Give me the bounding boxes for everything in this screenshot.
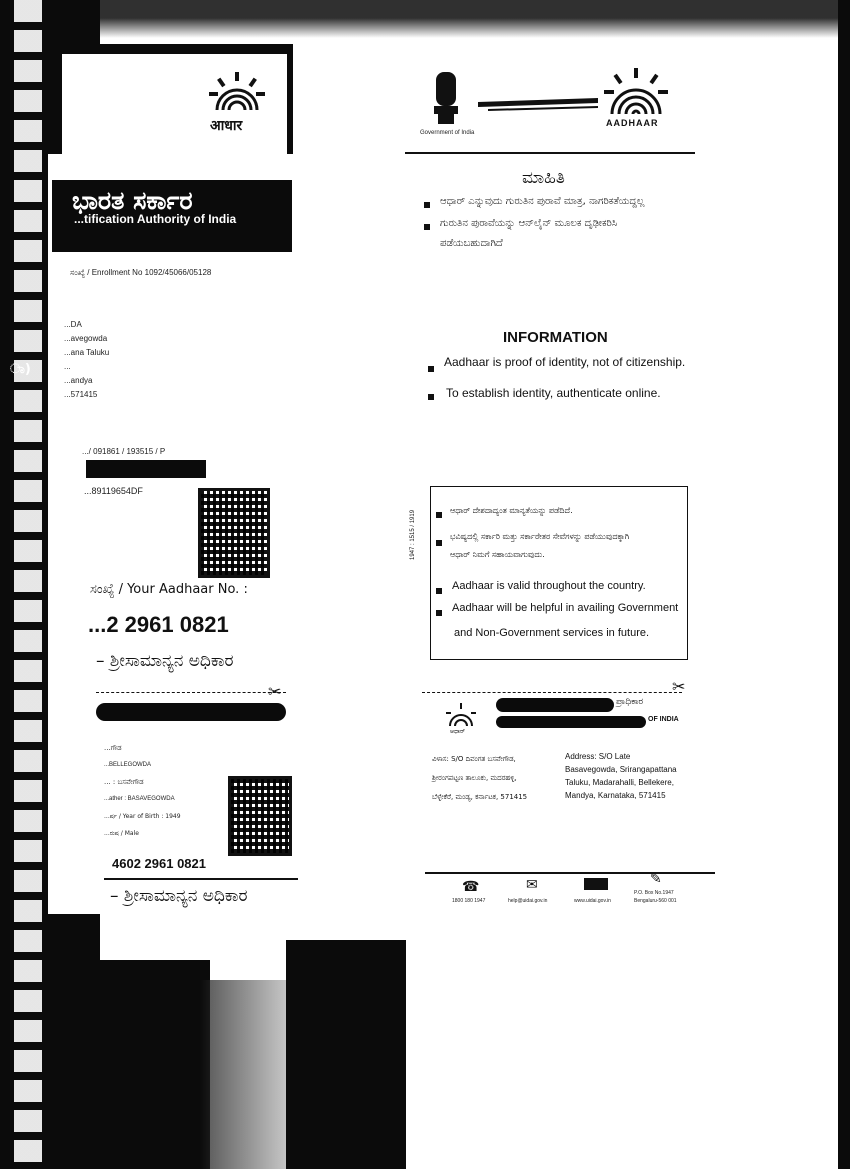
phone-icon: ☎ <box>462 878 480 894</box>
serial-number: 1947 : 1515 / 1919 <box>410 509 416 560</box>
mail-icon: ✉ <box>526 876 538 892</box>
address-kannada-line: ವಿಳಾಸ: S/O ದಿವಂಗತ ಬಸವೇಗೌಡ, <box>432 755 516 763</box>
scan-lower-shadow <box>100 960 210 1169</box>
information-title: INFORMATION <box>503 329 608 346</box>
small-logo-label: ಆಧಾರ್ <box>450 728 466 735</box>
left-uidai-partial: ...tification Authority of India <box>74 212 237 226</box>
address-english-block <box>565 750 677 802</box>
box-kannada-line: ಆಧಾರ್ ನಿಮಗೆ ಸಹಾಯವಾಗುವುದು. <box>450 550 545 559</box>
aadhaar-logo-icon <box>600 66 672 126</box>
scan-left-perforation <box>14 0 42 1169</box>
scan-lower-fold <box>286 940 406 1169</box>
box-english-line: and Non-Government services in future. <box>454 627 650 639</box>
left-lower-line: ...ರುಷ / Male <box>104 830 139 837</box>
left-lower-line: ...BELLEGOWDA <box>104 762 152 768</box>
left-name-line: ...571415 <box>64 390 98 399</box>
right-redaction-bar <box>496 698 614 712</box>
bullet-icon <box>428 366 434 372</box>
left-logo-label: आधार <box>210 118 243 134</box>
address-english-line: Basavegowda, Srirangapattana <box>565 765 677 774</box>
kannada-info-line: ಪಡೆಯಬಹುದಾಗಿದೆ <box>440 238 503 249</box>
left-lower-rule <box>104 878 304 880</box>
box-english-line: Aadhaar is valid throughout the country. <box>452 580 646 592</box>
address-kannada-line: ಬೆಳ್ಳೇಕೆರೆ, ಮಂಡ್ಯ, ಕರ್ನಾಟಕ, 571415 <box>432 793 528 801</box>
footer-website: www.uidai.gov.in <box>574 898 611 904</box>
left-lower-line: ...ರ್ಷ / Year of Birth : 1949 <box>104 813 181 820</box>
left-lower-qr-code <box>228 776 292 856</box>
web-icon <box>584 878 608 890</box>
footer-phone: 1800 180 1947 <box>452 898 486 904</box>
address-english-line: Address: S/O Late <box>565 752 631 761</box>
box-kannada-line: ಭವಿಷ್ಯದಲ್ಲಿ ಸರ್ಕಾರಿ ಮತ್ತು ಸರ್ಕಾರೇತರ ಸೇವೆಗಳನ್ನು ಪಡೆಯುವುದಕ್ಕಾಗಿ <box>450 532 630 541</box>
left-name-line: ...andya <box>64 376 93 385</box>
scan-right-edge <box>838 0 850 1169</box>
left-lower-line: ... : ಬಸವೇಗೌಡ <box>104 778 144 786</box>
bullet-icon <box>424 224 430 230</box>
government-label: Government of India <box>420 130 475 136</box>
left-aadhaar-number: ...2 2961 0821 <box>88 612 229 637</box>
left-ref-number: .../ 091861 / 193515 / P <box>82 447 166 456</box>
left-enrollment: ಸಂಖ್ಯೆ / Enrollment No 1092/45066/05128 <box>70 268 212 277</box>
aadhaar-wordmark: AADHAAR <box>606 118 659 128</box>
bullet-icon <box>428 394 434 400</box>
aadhaar-small-logo-icon <box>444 702 478 728</box>
information-line: Aadhaar is proof of identity, not of citizenship. <box>444 355 686 369</box>
ashoka-emblem-icon <box>428 68 464 128</box>
left-tagline: – ಶ್ರೀಸಾಮಾನ್ಯನ ಅಧಿಕಾರ <box>96 651 234 671</box>
footer-email: help@uidai.gov.in <box>508 898 548 904</box>
scan-top-edge <box>0 0 850 38</box>
right-redaction-bar-2 <box>496 716 646 728</box>
left-cut-text: ಾ) <box>10 362 31 377</box>
footer-po-box: P.O. Box No.1947 <box>634 890 674 896</box>
left-lower-line: ...ather : BASAVEGOWDA <box>104 796 175 802</box>
left-lower-number: 4602 2961 0821 <box>112 856 206 871</box>
scissor-icon: ✂ <box>672 679 686 696</box>
kannada-info-line: ಗುರುತಿನ ಪುರಾವೆಯನ್ನು ಆನ್‌ಲೈನ್ ಮೂಲಕ ದೃಢೀಕರಿಸಿ <box>440 218 618 229</box>
left-vid: ...89119654DF <box>84 486 143 496</box>
address-kannada-block <box>432 750 527 807</box>
address-kannada-line: ಶ್ರೀರಂಗಪಟ್ಟಣ ತಾಲೂಕು, ಮದರಹಳ್ಳಿ, <box>432 774 517 782</box>
kannada-info-line: ಆಧಾರ್ ಎನ್ನುವುದು ಗುರುತಿನ ಪುರಾವೆ ಮಾತ್ರ, ನಾಗರಿಕತೆಯದ್ದಲ್ಲ <box>440 196 645 207</box>
left-qr-code <box>198 488 270 578</box>
left-cut-line <box>96 692 286 693</box>
authority-english: OF INDIA <box>648 716 679 723</box>
bullet-icon <box>436 540 442 546</box>
box-english-line: Aadhaar will be helpful in availing Government <box>452 602 679 614</box>
left-lower-tagline: – ಶ್ರೀಸಾಮಾನ್ಯನ ಅಧಿಕಾರ <box>110 886 248 906</box>
footer-rule <box>425 872 715 874</box>
bullet-icon <box>436 588 442 594</box>
authority-kannada: ಪ್ರಾಧಿಕಾರ <box>616 697 644 707</box>
left-barcode-redaction <box>86 460 206 478</box>
tricolour-swoosh-icon <box>478 98 598 112</box>
right-cut-line <box>422 692 682 693</box>
bullet-icon <box>424 202 430 208</box>
left-aadhaar-label: ಸಂಖ್ಯೆ / Your Aadhaar No. : <box>90 582 248 597</box>
bullet-icon <box>436 610 442 616</box>
scissor-icon: ✂ <box>268 684 282 701</box>
left-redaction-bar <box>96 703 286 721</box>
left-name-line: ...ana Taluku <box>64 348 110 357</box>
left-gov-kannada: ಭಾರತ ಸರ್ಕಾರ <box>72 186 193 215</box>
information-line: To establish identity, authenticate online. <box>446 386 661 400</box>
left-name-line: ... <box>64 362 71 371</box>
bullet-icon <box>436 512 442 518</box>
footer-po-city: Bengaluru-560 001 <box>634 898 677 904</box>
kannada-heading: ಮಾಹಿತಿ <box>522 168 565 188</box>
address-english-line: Taluku, Madarahalli, Bellekere, <box>565 778 674 787</box>
pen-icon: ✎ <box>650 870 662 886</box>
left-name-line: ...avegowda <box>64 334 108 343</box>
left-lower-block <box>104 740 181 842</box>
box-kannada-line: ಆಧಾರ್ ದೇಶದಾದ್ಯಂತ ಮಾನ್ಯತೆಯನ್ನು ಪಡೆದಿದೆ. <box>450 506 573 515</box>
address-english-line: Mandya, Karnataka, 571415 <box>565 791 666 800</box>
left-name-line: ...DA <box>64 320 82 329</box>
left-lower-line: ...ಗೌಡ <box>104 744 122 752</box>
header-rule <box>405 152 695 154</box>
left-name-block <box>64 318 109 402</box>
